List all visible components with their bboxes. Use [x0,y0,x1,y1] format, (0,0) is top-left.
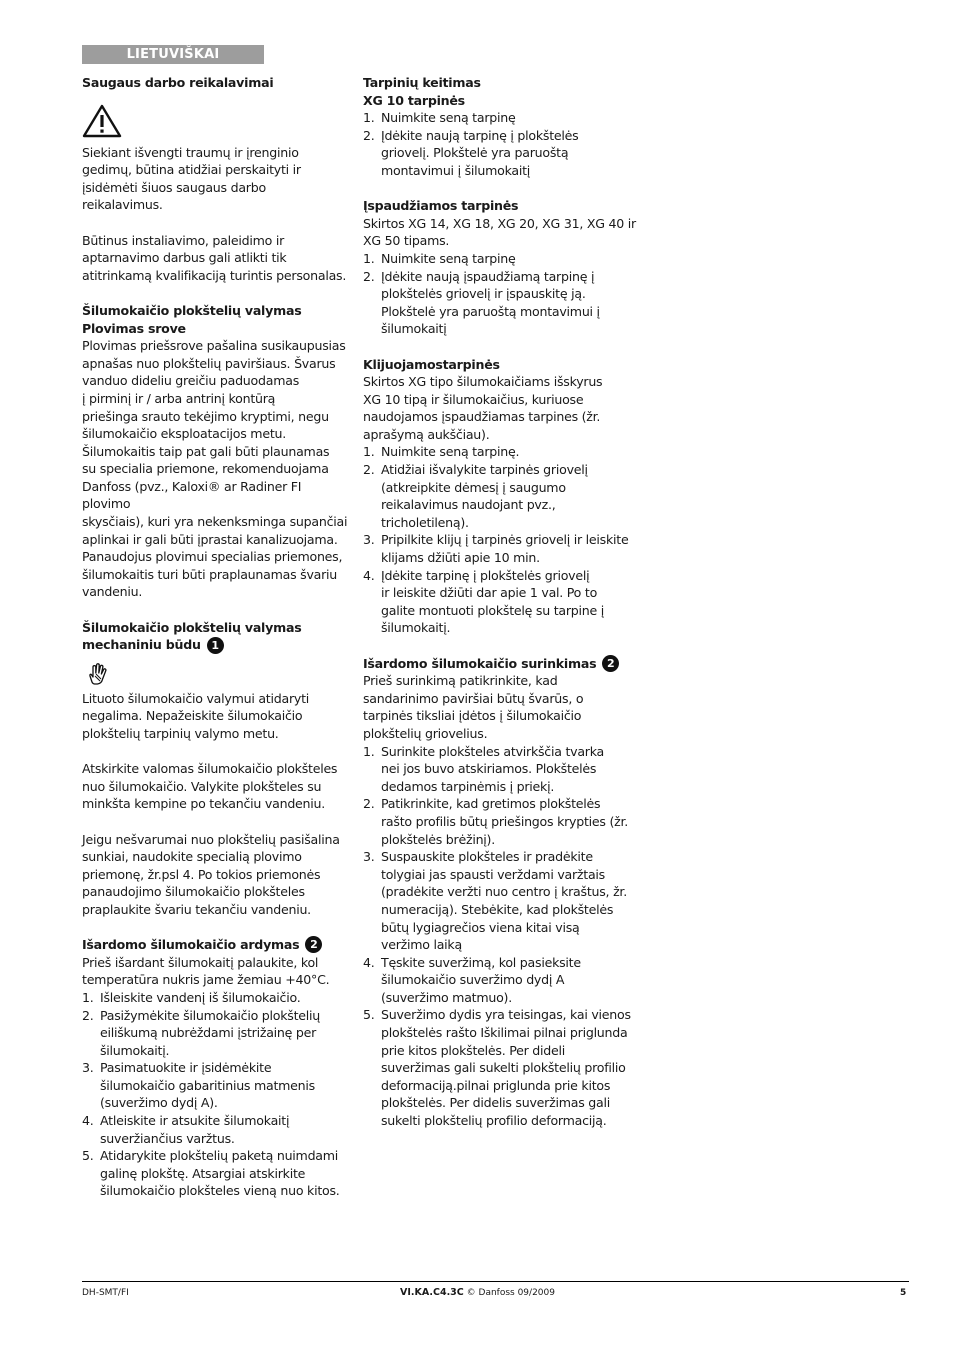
cleaning-mech-section [82,619,350,919]
disassembly-intro: Prieš išardant šilumokaitį palaukite, kol temperatūra nukris jame žemiau +40°C. [82,954,330,988]
list-item: 5. Atidarykite plokštelių paketą nuimdami galinę plokštę. Atsargiai atskirkite šilumokaičio plokšteles vieną nuo kitos. [82,1148,340,1199]
cleaning-flow-heading-2: Plovimas srove [82,320,186,336]
list-item: 1. Surinkite plokšteles atvirkščia tvarka nei jos buvo atskiriamos. Plokštelės dedamos tarpinėmis į priekį. [363,743,605,794]
assembly-intro: Prieš surinkimą patikrinkite, kad sandarinimo paviršiai būtų švarūs, o tarpinės tiksliai įdėtos į šilumokaičio plokštelių griovelius. [363,673,584,741]
safety-heading: Saugaus darbo reikalavimai [82,75,274,90]
clipin-steps [363,250,638,338]
assembly-heading: Išardomo šilumokaičio surinkimas [363,655,597,671]
clipin-heading: Įspaudžiamos tarpinės [363,198,519,214]
glued-section [363,356,638,638]
step-badge-2: 2 [602,655,619,672]
safety-text-2: Būtinus instaliavimo, paleidimo ir aptarnavimo darbus gali atlikti tik atitrinkamą kvalifikaciją turintis personalas. [82,232,347,283]
cleaning-flow-heading-1: Šilumokaičio plokštelių valymas [82,302,302,318]
footer-doc-code: VI.KA.C4.3C [400,1287,464,1298]
list-item: 2. Pasižymėkite šilumokaičio plokštelių eiliškumą nubrėždami įstrižainę per šilumokaitį. [82,1007,321,1058]
list-item: 2. Atidžiai išvalykite tarpinės griovelį (atkreipkite dėmesį į saugumo reikalavimus naudojant pvz., tricholetileną). [363,462,588,530]
list-item: 4. Įdėkite tarpinę į plokštelės griovelį ir leiskite džiūti dar apie 1 val. Po to galite montuoti plokštelę su tarpine į šilumokaitį. [363,567,605,636]
gasket-steps [363,109,638,179]
page-number: 5 [900,1288,907,1298]
gasket-heading-2: XG 10 tarpinės [363,92,465,108]
cleaning-mech-text-2: Atskirkite valomas šilumokaičio plokšteles nuo šilumokaičio. Valykite plokšteles su minkšta kempine po tekančiu vandeniu. [82,761,338,812]
safety-text-1: Siekiant išvengti traumų ir įrenginio gedimų, būtina atidžiai perskaityti ir įsidėmėti šiuos saugaus darbo reikalavimus. [82,144,301,213]
list-item: 3. Pasimatuokite ir įsidėmėkite šilumokaičio gabaritinius matmenis (suveržimo dydį A). [82,1060,315,1111]
disassembly-heading: Išardomo šilumokaičio ardymas [82,937,300,953]
left-column [82,74,350,1200]
list-item: 1. Nuimkite seną tarpinę. [363,444,520,460]
list-item: 4. Atleiskite ir atsukite šilumokaitį suveržiančius varžtus. [82,1113,290,1146]
cleaning-mech-text-3: Jeigu nešvarumai nuo plokštelių pasišalina sunkiai, naudokite specialią plovimo priemonę, žr.psl 4. Po tokios priemonės panaudojimo šilumokaičio plokšteles praplaukite švariu tekančiu vandeniu. [82,831,340,917]
language-tab: LIETUVIŠKAI [82,45,264,64]
disassembly-section [82,936,350,1200]
disassembly-steps [82,989,350,1200]
step-badge-2: 2 [305,936,322,953]
footer-copyright: © Danfoss 09/2009 [466,1288,555,1298]
list-item: 1. Nuimkite seną tarpinę [363,250,516,266]
cleaning-mech-heading-1: Šilumokaičio plokštelių valymas [82,619,302,635]
list-item: 5. Suveržimo dydis yra teisingas, kai vienos plokštelės rašto Iškilimai pilnai priglunda prie kitos plokštelės. Per dideli suveržimas gali sukelti plokštelių profilio deformaciją.pilnai priglunda prie kitos plokštelės. Per didelis suveržimas gali sukelti plokštelių profilio deformaciją. [363,1007,631,1129]
right-column [363,74,638,1130]
list-item: 1. Nuimkite seną tarpinę [363,110,516,126]
assembly-steps [363,743,638,1130]
list-item: 3. Pripilkite klijų į tarpinės griovelį ir leiskite klijams džiūti apie 10 min. [363,532,629,566]
cleaning-mech-heading-2: mechaniniu būdu [82,637,201,653]
glued-steps [363,443,638,637]
list-item: 2. Įdėkite naują įspaudžiamą tarpinę į plokštelės griovelį ir įspauskitę ją. Plokštelė yra paruoštą montavimui į šilumokaitį [363,268,600,337]
glued-intro: Skirtos XG tipo šilumokaičiams išskyrus XG 10 tipą ir šilumokaičius, kuriuose naudojamos įspaudžiamas tarpines (žr. aprašymą aukščiau). [363,374,603,442]
clipin-intro: Skirtos XG 14, XG 18, XG 20, XG 31, XG 40 ir XG 50 tipams. [363,215,636,249]
safety-section [82,74,350,284]
footer-divider [82,1281,909,1282]
glued-heading: Klijuojamostarpinės [363,356,500,372]
cleaning-flow-text: Plovimas priešsrove pašalina susikaupusias apnašas nuo plokštelių paviršiaus. Švarus vanduo dideliu greičiu paduodamas į pirminį ir / arba antrinį kontūrą priešinga srauto tekėjimo kryptimi, negu šilumokaičio eksploatacijos metu. Šilumokaitis taip pat gali būti plaunamas su specialia priemone, rekomenduojama Danfoss (pvz., Kaloxi® ar Radiner FI plovimo skysčiais), kuri yra nekenksminga supančiai aplinkai ir gali būti įprastai kanalizuojama. Panaudojus plovimui specialias priemones, šilumokaitis turi būti praplaunamas švariu vandeniu. [82,338,348,600]
cleaning-flow-section [82,302,350,601]
list-item: 2. Įdėkite naują tarpinę į plokštelės griovelį. Plokštelė yra paruoštą montavimui į šilumokaitį [363,127,579,178]
list-item: 3. Suspauskite plokšteles ir pradėkite tolygiai jas spausti verždami varžtais (pradėkite veržti nuo centro į kraštus, žr. numeraciją). Stebėkite, kad plokštelės būtų lygiagrečios viena kitai visą veržimo laiką [363,849,627,953]
gasket-heading-1: Tarpinių keitimas [363,75,481,90]
list-item: 4. Tęskite suveržimą, kol pasieksite šilumokaičio suveržimo dydį A (suveržimo matmuo). [363,954,581,1005]
clipin-section [363,197,638,338]
footer-department: DH-SMT/FI [82,1288,129,1298]
warning-triangle-icon [82,104,122,138]
footer-doc-info [400,1287,555,1299]
step-badge-1: 1 [207,637,224,654]
hand-icon [88,662,110,686]
cleaning-mech-text-1: Lituoto šilumokaičio valymui atidaryti negalima. Nepažeiskite šilumokaičio plokštelių tarpinių valymo metu. [82,690,310,741]
list-item: 2. Patikrinkite, kad gretimos plokštelės rašto profilis būtų priešingos krypties (žr. plokštelės brėžinį). [363,796,629,847]
assembly-section [363,655,638,1130]
list-item: 1. Išleiskite vandenį iš šilumokaičio. [82,989,301,1005]
gasket-section [363,74,638,180]
